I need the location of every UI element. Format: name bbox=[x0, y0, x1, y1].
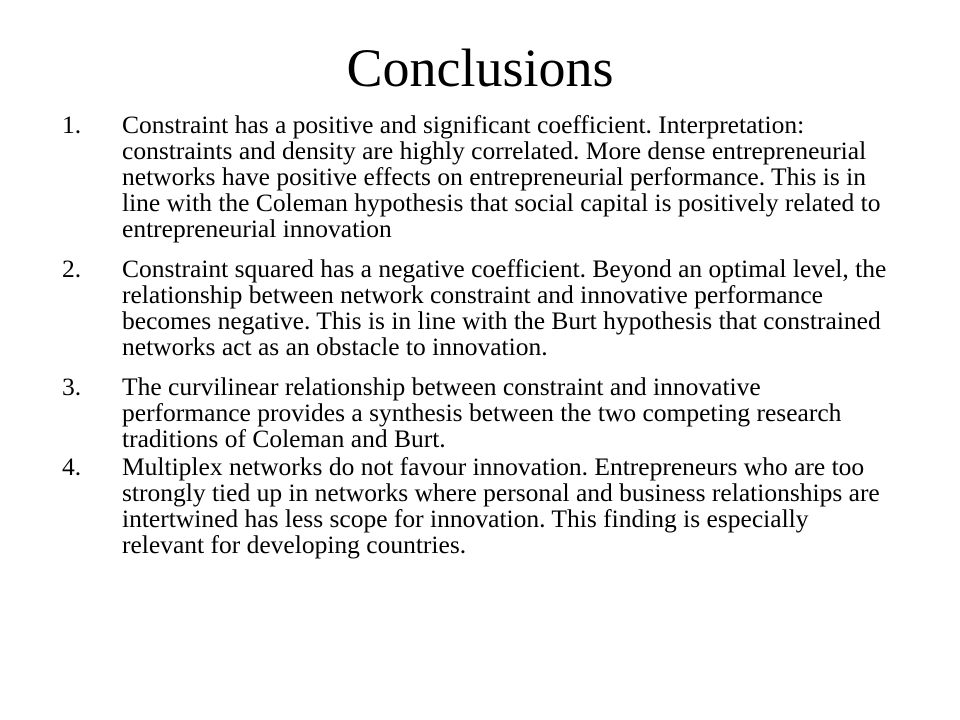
item-text: Constraint has a positive and significant coefficient. Interpretation: constraints and density are highly correlated. More dense entrepreneurial networks have positive effects on entrepreneurial performance. This is in line with the Coleman hypothesis that social capital is positively related to entrepreneurial innovation bbox=[122, 110, 881, 243]
item-number: 2. bbox=[62, 254, 82, 283]
item-text: Multiplex networks do not favour innovation. Entrepreneurs who are too strongly tied up in networks where personal and business relationships are intertwined has less scope for innovation. This finding is especially relevant for developing countries. bbox=[122, 452, 880, 559]
list-item-4 bbox=[62, 454, 892, 558]
item-text: The curvilinear relationship between constraint and innovative performance provides a synthesis between the two competing research traditions of Coleman and Burt. bbox=[122, 372, 842, 453]
list-item-3 bbox=[62, 374, 892, 452]
item-text: Constraint squared has a negative coefficient. Beyond an optimal level, the relationship between network constraint and innovative performance becomes negative. This is in line with the Burt hypothesis that constrained networks act as an obstacle to innovation. bbox=[122, 254, 887, 361]
item-number: 4. bbox=[62, 452, 82, 481]
item-number: 3. bbox=[62, 372, 82, 401]
item-number: 1. bbox=[62, 110, 82, 139]
list-item-2 bbox=[62, 256, 892, 360]
conclusions-list bbox=[62, 112, 892, 558]
slide-title: Conclusions bbox=[346, 38, 614, 98]
list-item-1 bbox=[62, 112, 892, 242]
